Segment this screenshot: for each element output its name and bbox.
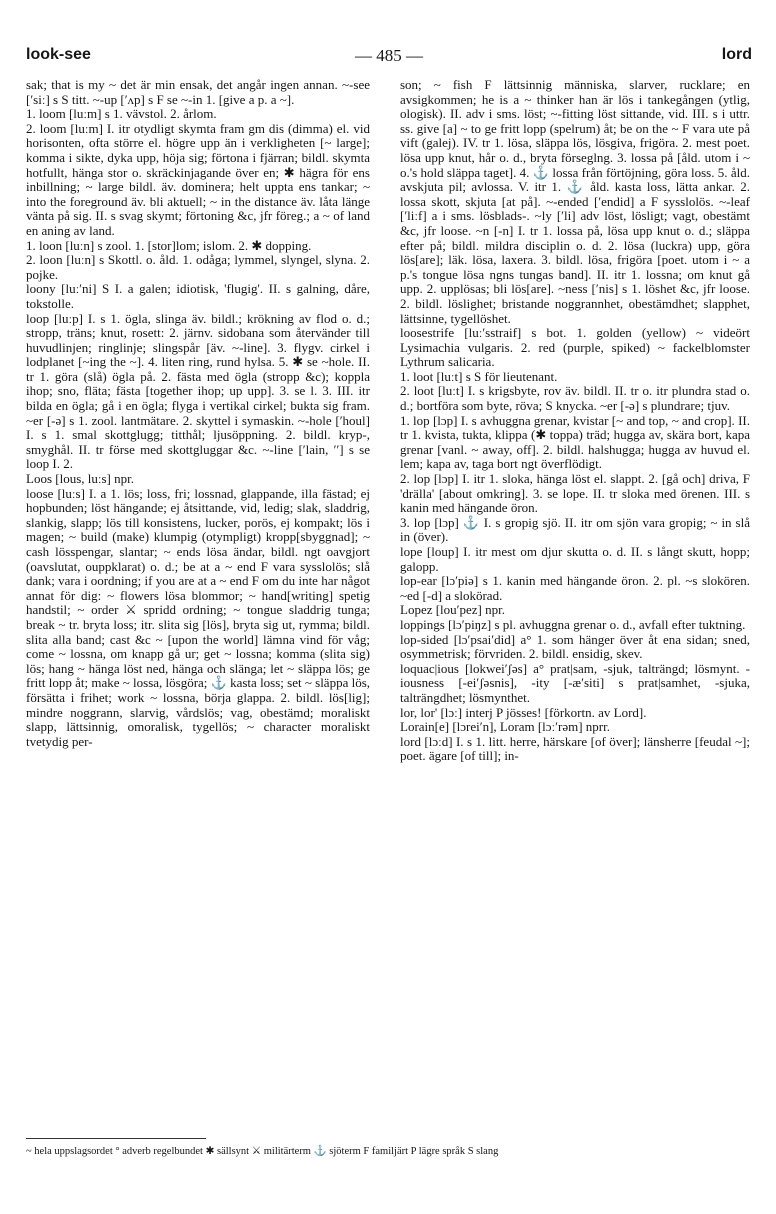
dictionary-entry: loop [luːp] I. s 1. ögla, slinga äv. bildl.; krökning av flod o. d.; stropp, träns; knut, rosett: 2. järnv. sidobana som återvänder till huvudlinjen; ringlinje; slingspår [äv. ~-line]. 3. flygv. cirkel i lodplanet [~ing the ~]. 4. liten ring, rund hylsa. 5. ✱ se ~hole. II. tr 1. göra (slå) ögla på. 2. fästa med ögla (stropp &c); koppla ihop; sno, fläta; fästa [together ihop; up upp]. 3. se l. 3. III. itr bilda en ögla; gå i en ögla; flyga i vertikal cirkel; bukta sig fram. ~er [-ə] s 1. zool. lantmätare. 2. skyttel i symaskin. ~-hole [ʹhoul] I. s 1. smal skottglugg; titthål; ljusöppning. 2. bildl. kryp-, smyghål. II. tr förse med skottgluggar &c. ~-line [ʹlain, ʹʹ] s se loop I. 2. xyxy=(26,310,370,472)
footer-rule xyxy=(26,1138,206,1139)
dictionary-entry: 1. loom [luːm] s 1. vävstol. 2. årlom. xyxy=(26,106,217,122)
dictionary-entry: lord [lɔːd] I. s 1. litt. herre, härskare [of över]; länsherre [feudal ~]; poet. ägare [of till]; in- xyxy=(400,733,750,764)
dictionary-entry: lop-ear [lɔʹpiə] s 1. kanin med hängande öron. 2. pl. ~s slokören. ~ed [-d] a slokörad. xyxy=(400,573,750,603)
dictionary-entry: sak; that is my ~ det är min ensak, det angår ingen annan. ~-see [ʹsiː] s S titt. ~-up [ʹʌp] s F se ~-in 1. [give a p. a ~]. xyxy=(26,78,370,107)
dictionary-entry: 2. loom [luːm] I. itr otydligt skymta fram gm dis (dimma) el. vid horisonten, ofta större el. högre upp än i verkligheten [~ large]; komma i sikte, dyka upp, höja sig; förtona i fjärran; bildl. skymta hotfullt, hänga stor o. skräckinjagande över en; ✱ hägra för ens inbillning; ~ large bildl. äv. dominera; helt uppta ens tankar; ~ into the foreground äv. bli aktuell; ~ in the distance äv. låta länge vänta på sig. II. s svag skymt; förtoning &c, jfr föreg.; a ~ of land en aning av land. xyxy=(26,120,370,238)
dictionary-entry: lor, lor' [lɔː] interj P jösses! [förkortn. av Lord]. xyxy=(400,704,647,720)
dictionary-entry: loosestrife [luːʹsstraif] s bot. 1. golden (yellow) ~ videört Lysimachia vulgaris. 2. red (purple, spiked) ~ fackelblomster Lythrum salicaria. xyxy=(400,325,750,370)
left-column xyxy=(26,78,370,1140)
dictionary-entry: 2. loot [luːt] I. s krigsbyte, rov äv. bildl. II. tr o. itr plundra stad o. d.; bortföra som byte, röva; S knycka. ~er [-ə] s plundrare; tjuv. xyxy=(400,383,750,414)
dictionary-entry: lope [loup] I. itr mest om djur skutta o. d. II. s långt skutt, hopp; galopp. xyxy=(400,544,750,574)
right-column xyxy=(400,78,750,1140)
dictionary-entry: Loos [lous, luːs] npr. xyxy=(26,471,134,487)
dictionary-entry: 1. loot [luːt] s S för lieutenant. xyxy=(400,368,558,384)
dictionary-entry: loppings [lɔʹpiŋz] s pl. avhuggna grenar o. d., avfall efter tuktning. xyxy=(400,616,746,632)
dictionary-entry: loose [luːs] I. a 1. lös; loss, fri; lossnad, glappande, illa fästad; ej hopbunden; löst hängande; ej åtsittande, vid, ledig; slak, sladdrig, slankig, slapp; lös till konsistens, lucker, porös, ej kompakt; lös i magen; ~ build (make) klumpig (otympligt) kropp[sbyggnad]; ~ cash lösspengar, slantar; ~ ends lösa ändar, bildl. ngt oavgjort (oavslutat, ouppklarat) o. d.; be at a ~ end F vara sysslolös; slå dank; vara i oordning; if you are at a ~ end F om du inte har något annat för dig: ~ flowers lösa blommor; ~ hand[writing] spetig handstil; ~ order ⚔ spridd ordning; ~ tongue sladdrig tunga; break ~ tr. bryta loss; itr. slita sig [lös], bryta sig ut, rymma; bildl. slita alla band; cast &c ~ [upon the world] lämna vind för våg; come ~ lossna, om knapp gå ur; get ~ lossna; komma (slita sig) lös; hang ~ hänga löst ned, hänga och slänga; let ~ släppa lös; ge fritt lopp åt; make ~ lossa, lösgöra; ⚓ kasta loss; set ~ släppa lös, försätta i frihet; work ~ lossna, börja glappa. 2. bildl. lös[lig]; mindre noggrann, slarvig, vårdslös; vag, obestämd; moraliskt slapp, lättsinnig, omoralisk, tygellös; ~ character moraliskt tvetydig per- xyxy=(26,485,370,749)
dictionary-entry: son; ~ fish F lättsinnig människa, slarver, rucklare; en avsigkommen; he is a ~ thinker han är lös i tankegången (ytlig, ologisk). II. adv i sms. löst; ~-fitting löst sittande, vid. III. s i uttr. ss. give [a] ~ to ge fritt lopp (spelrum) åt; be on the ~ F vara ute på vift (galej). IV. tr 1. lösa, släppa lös, lösgiva, frigöra. 2. mest poet. lösa upp knut, hår o. d., bryta förseglng. 3. lossa på [åld. utom i ~ o.'s hold släppa taget]. 4. ⚓ lossa från förtöjning, göra loss. 5. åld. avskjuta pil; avlossa. V. itr 1. ⚓ åld. kasta loss, lätta ankar. 2. lossa skott, skjuta [at på]. ~-ended [ʹendid] a F sysslolös. ~-leaf [ʹliːf] a i sms. lösblads-. ~ly [ʹli] adv löst, lösligt; vagt, obestämt &c, jfr loose. ~n [-n] I. tr 1. lossa på, lösa upp knut o. d.; släppa efter på; bildl. mildra disciplin o. d. 2. lösa (luckra) upp, göra lös[are]; läk. lösa, laxera. 3. bildl. lösa, frigöra [poet. utom i ~ a p.'s tongue lösa ngns tungas band]. II. itr 1. lossna; om knut gå upp. 2. upplösas; bli lös[are]. ~ness [ʹnis] s 1. löshet &c, jfr loose. 2. bildl. löslighet; bristande noggrannhet, obestämdhet; slapphet, lättsinne, tygellöshet. xyxy=(400,78,750,326)
dictionary-entry: lop-sided [lɔʹpsaiʹdid] a° 1. som hänger över åt ena sidan; sned, osymmetrisk; förvriden. 2. bildl. ensidig, skev. xyxy=(400,631,750,662)
dictionary-entry: Lorain[e] [lɔreiʹn], Loram [lɔːʹrəm] nprr. xyxy=(400,719,610,735)
abbreviation-legend: ~ hela uppslagsordet ° adverb regelbundet ✱ sällsynt ⚔ militärterm ⚓ sjöterm F familjärt P lägre språk S slang xyxy=(26,1146,499,1157)
dictionary-entry: 2. lop [lɔp] I. itr 1. sloka, hänga löst el. slappt. 2. [gå och] driva, F 'drälla' [about omkring]. 3. se lope. II. tr sloka med örenen. III. s kanin med hängande öron. xyxy=(400,471,750,516)
left-guide-word: look-see xyxy=(26,46,91,63)
dictionary-entry: loony [luːʹni] S I. a galen; idiotisk, 'flugig'. II. s galning, dåre, tokstolle. xyxy=(26,281,370,311)
dictionary-entry: loquac|ious [lokweiʹʃəs] a° prat|sam, -sjuk, talträngd; lösmynt. -iousness [-eiʹʃəsnis], -ity [-æʹsiti] s prat|samhet, -sjuka, talträngdhet; lösmynthet. xyxy=(400,660,750,705)
dictionary-entry: 2. loon [luːn] s Skottl. o. åld. 1. odåga; lymmel, slyngel, slyna. 2. pojke. xyxy=(26,252,370,282)
dictionary-entry: Lopez [louʹpez] npr. xyxy=(400,602,505,618)
dictionary-entry: 1. loon [luːn] s zool. 1. [stor]lom; islom. 2. ✱ dopping. xyxy=(26,237,312,253)
dictionary-entry: 3. lop [lɔp] ⚓ I. s gropig sjö. II. itr om sjön vara gropig; ~ in slå in (över). xyxy=(400,514,750,545)
page-number: — 485 — xyxy=(355,46,423,65)
right-guide-word: lord xyxy=(721,46,752,63)
page-header xyxy=(26,46,752,76)
dictionary-entry: 1. lop [lɔp] I. s avhuggna grenar, kvistar [~ and top, ~ and crop]. II. tr 1. kvista, tukta, klippa (✱ toppa) träd; hugga av, skära bort, kapa grenar [vanl. ~ away, off]. 2. bildl. halshugga; hugga av huvud el. lem; kapa av, taga bort ngt överflödigt. xyxy=(400,412,750,472)
